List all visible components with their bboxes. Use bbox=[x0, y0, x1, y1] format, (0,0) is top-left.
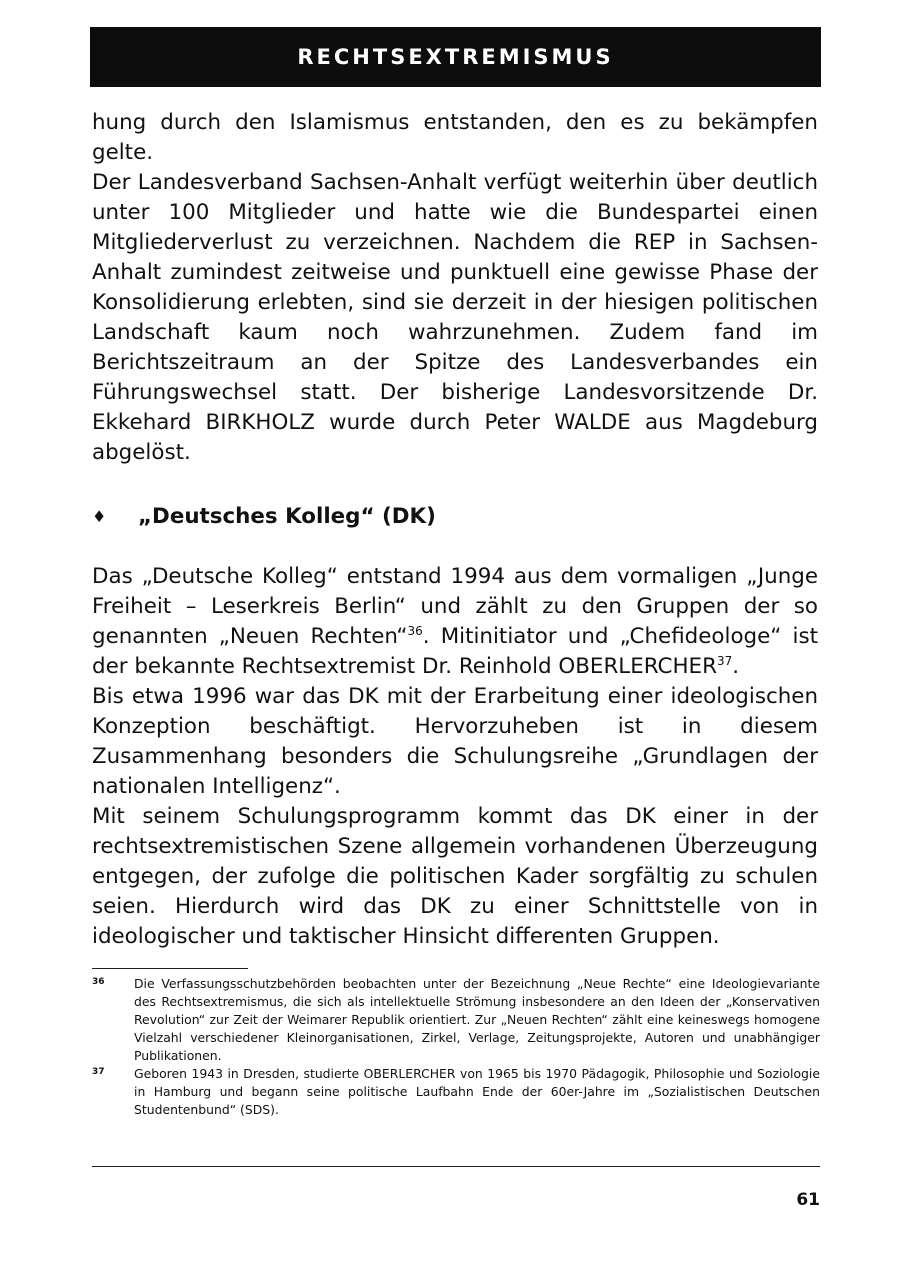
running-header bbox=[90, 27, 821, 87]
main-text bbox=[92, 108, 818, 952]
paragraph-dk-program: Mit seinem Schulungsprogramm kommt das DK einer in der rechtsextremistischen Szene allgemein vorhandenen Überzeugung entgegen, der zufolge die politischen Kader sorgfältig zu schulen seien. Hierdurch wird das DK zu einer Schnittstelle von in ideologischer und taktischer Hinsicht differenten Gruppen. bbox=[92, 804, 818, 949]
footnote-37 bbox=[92, 1065, 820, 1119]
footnote-number: 37 bbox=[92, 1067, 105, 1077]
footnote-36 bbox=[92, 975, 820, 1065]
footnote-ref-36[interactable]: 36 bbox=[407, 624, 423, 638]
footnote-divider bbox=[92, 968, 248, 969]
section-heading-text: „Deutsches Kolleg“ (DK) bbox=[138, 504, 436, 529]
section-heading bbox=[92, 502, 818, 532]
paragraph-dk-origin bbox=[92, 562, 818, 682]
footnote-text: Die Verfassungsschutzbehörden beobachten unter der Bezeichnung „Neue Rechte“ eine Ideologievariante des Rechtsextremismus, die sich als intellektuelle Strömung insbesondere an den Ideen der „Konservativen Revolution“ zur Zeit der Weimarer Republik orientiert. Zur „Neuen Rechten“ zählt eine keineswegs homogene Vielzahl verschiedener Kleinorganisationen, Zirkel, Verlage, Zeitungsprojekte, Autoren und unabhängiger Publikationen. bbox=[134, 976, 820, 1063]
dk-origin-text-2: . Mitinitiator und „Chefideologe“ ist der bekannte Rechtsextremist Dr. Reinhold OBERLERCHER bbox=[92, 624, 818, 679]
dk-origin-text-3: . bbox=[732, 654, 740, 679]
footnote-text: Geboren 1943 in Dresden, studierte OBERLERCHER von 1965 bis 1970 Pädagogik, Philosophie und Soziologie in Hamburg und begann seine politische Laufbahn Ende der 60er-Jahre im „Sozialistischen Deutschen Studentenbund“ (SDS). bbox=[134, 1066, 820, 1117]
page-number: 61 bbox=[796, 1190, 820, 1210]
paragraph-dk-concept: Bis etwa 1996 war das DK mit der Erarbeitung einer ideologischen Konzeption beschäftigt. Hervorzuheben ist in diesem Zusammenhang besonders die Schulungsreihe „Grundlagen der nationalen Intelligenz“. bbox=[92, 684, 818, 799]
bottom-divider bbox=[92, 1166, 820, 1167]
paragraph-continuation: hung durch den Islamismus entstanden, den es zu bekämpfen gelte. bbox=[92, 110, 818, 165]
spacer bbox=[92, 468, 818, 502]
diamond-bullet-icon: ♦ bbox=[92, 507, 107, 526]
footnote-ref-37[interactable]: 37 bbox=[716, 654, 733, 668]
footnotes bbox=[92, 975, 820, 1119]
paragraph-landesverband: Der Landesverband Sachsen-Anhalt verfügt weiterhin über deutlich unter 100 Mitglieder und hatte wie die Bundespartei einen Mitgliederverlust zu verzeichnen. Nachdem die REP in Sachsen-Anhalt zumindest zeitweise und punktuell eine gewisse Phase der Konsolidierung erlebten, sind sie derzeit in der hiesigen politischen Landschaft kaum noch wahrzunehmen. Zudem fand im Berichtszeitraum an der Spitze des Landesverbandes ein Führungswechsel statt. Der bisherige Landesvorsitzende Dr. Ekkehard BIRKHOLZ wurde durch Peter WALDE aus Magdeburg abgelöst. bbox=[92, 170, 818, 465]
header-title: RECHTSEXTREMISMUS bbox=[297, 45, 614, 69]
footnote-number: 36 bbox=[92, 977, 105, 987]
dk-origin-text-1: Das „Deutsche Kolleg“ entstand 1994 aus dem vormaligen „Junge Freiheit – Leserkreis Berlin“ und zählt zu den Gruppen der so genannten „Neuen Rechten“ bbox=[92, 564, 818, 649]
